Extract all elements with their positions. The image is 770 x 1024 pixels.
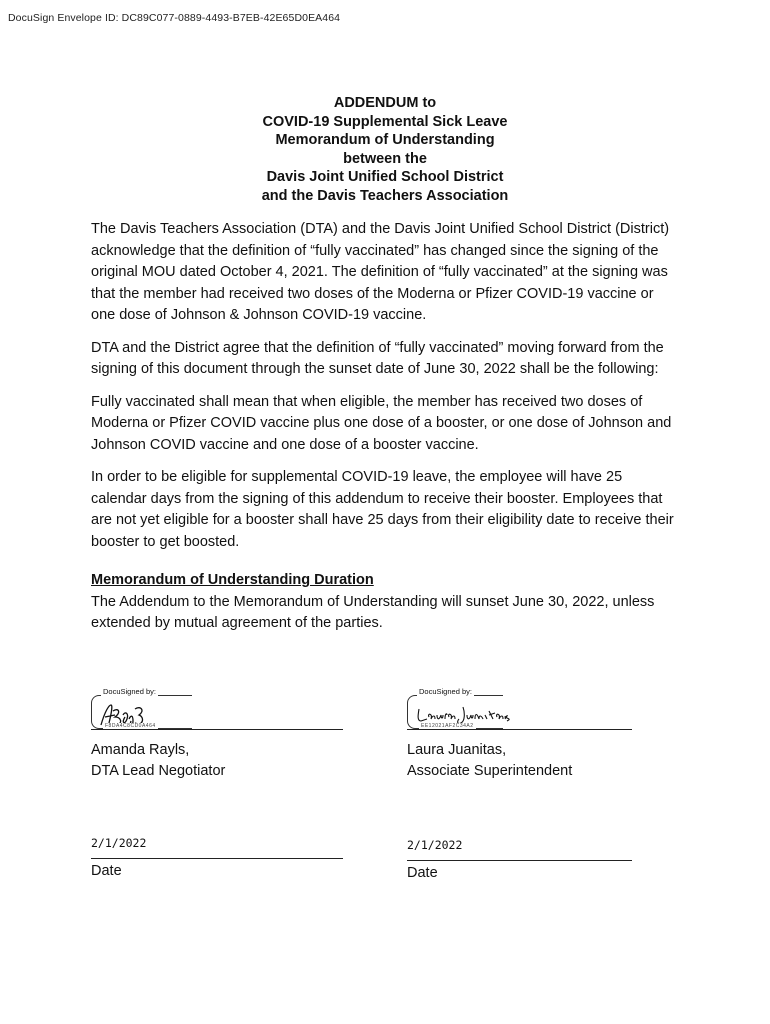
- title-line: Memorandum of Understanding: [275, 132, 495, 148]
- signature-id: F8DA4C8CD0A464: [105, 723, 156, 729]
- docusign-stamp: [91, 687, 343, 729]
- date-label: Date: [407, 865, 438, 881]
- duration-text: The Addendum to the Memorandum of Understanding will sunset June 30, 2022, unless extended by mutual agreement of the parties.: [91, 593, 655, 631]
- signature-line: [91, 729, 343, 730]
- title-line: and the Davis Teachers Association: [261, 187, 509, 204]
- document-title: [0, 94, 770, 205]
- signer-title: Associate Superintendent: [407, 763, 573, 779]
- paragraph: DTA and the District agree that the definition of “fully vaccinated” moving forward from the signing of this document through the sunset date of June 30, 2022 shall be the following:: [91, 339, 664, 377]
- document-body: [91, 219, 676, 635]
- envelope-id: DocuSign Envelope ID: DC89C077-0889-4493-B7EB-42E65D0EA464: [8, 12, 341, 24]
- signature-line: [407, 729, 632, 730]
- date-line: [91, 858, 343, 859]
- docusign-label: DocuSigned by:: [419, 687, 472, 696]
- signer-name: Amanda Rayls,: [91, 742, 190, 758]
- date-value: 2/1/2022: [407, 838, 463, 852]
- date-value: 2/1/2022: [91, 836, 147, 850]
- signature-block-right: [407, 687, 632, 782]
- signer-name: Laura Juanitas,: [407, 742, 507, 758]
- signer-title: DTA Lead Negotiator: [91, 763, 226, 779]
- title-line: ADDENDUM to: [333, 95, 437, 111]
- date-line: [407, 860, 632, 861]
- paragraph: The Davis Teachers Association (DTA) and the Davis Joint Unified School District (District) acknowledge that the definition of “fully vaccinated” has changed since the signing of the original MOU dated October 4, 2021. The definition of “fully vaccinated” at the signing was that the member had received two doses of the Moderna or Pfizer COVID-19 vaccine or one dose of Johnson & Johnson COVID-19 vaccine.: [91, 221, 670, 323]
- title-line: Davis Joint Unified School District: [266, 169, 504, 185]
- signature-id: EE12021AF2C34A2: [421, 723, 474, 729]
- duration-heading: Memorandum of Understanding Duration: [91, 572, 374, 588]
- paragraph: Fully vaccinated shall mean that when eligible, the member has received two doses of Moderna or Pfizer COVID vaccine plus one dose of a booster, or one dose of Johnson and Johnson COVID vaccine and one dose of a booster vaccine.: [91, 393, 672, 453]
- docusign-stamp: [407, 687, 632, 729]
- title-line: between the: [343, 150, 427, 167]
- title-line: COVID-19 Supplemental Sick Leave: [262, 113, 508, 130]
- date-block-right: [407, 838, 632, 881]
- date-block-left: [91, 836, 343, 879]
- docusign-label: DocuSigned by:: [103, 687, 156, 696]
- signature-block-left: [91, 687, 343, 782]
- paragraph: In order to be eligible for supplemental COVID-19 leave, the employee will have 25 calendar days from the signing of this addendum to receive their booster. Employees that are not yet eligible for a booster shall have 25 days from their eligibility date to receive their booster to get boosted.: [91, 469, 674, 550]
- date-label: Date: [91, 863, 122, 879]
